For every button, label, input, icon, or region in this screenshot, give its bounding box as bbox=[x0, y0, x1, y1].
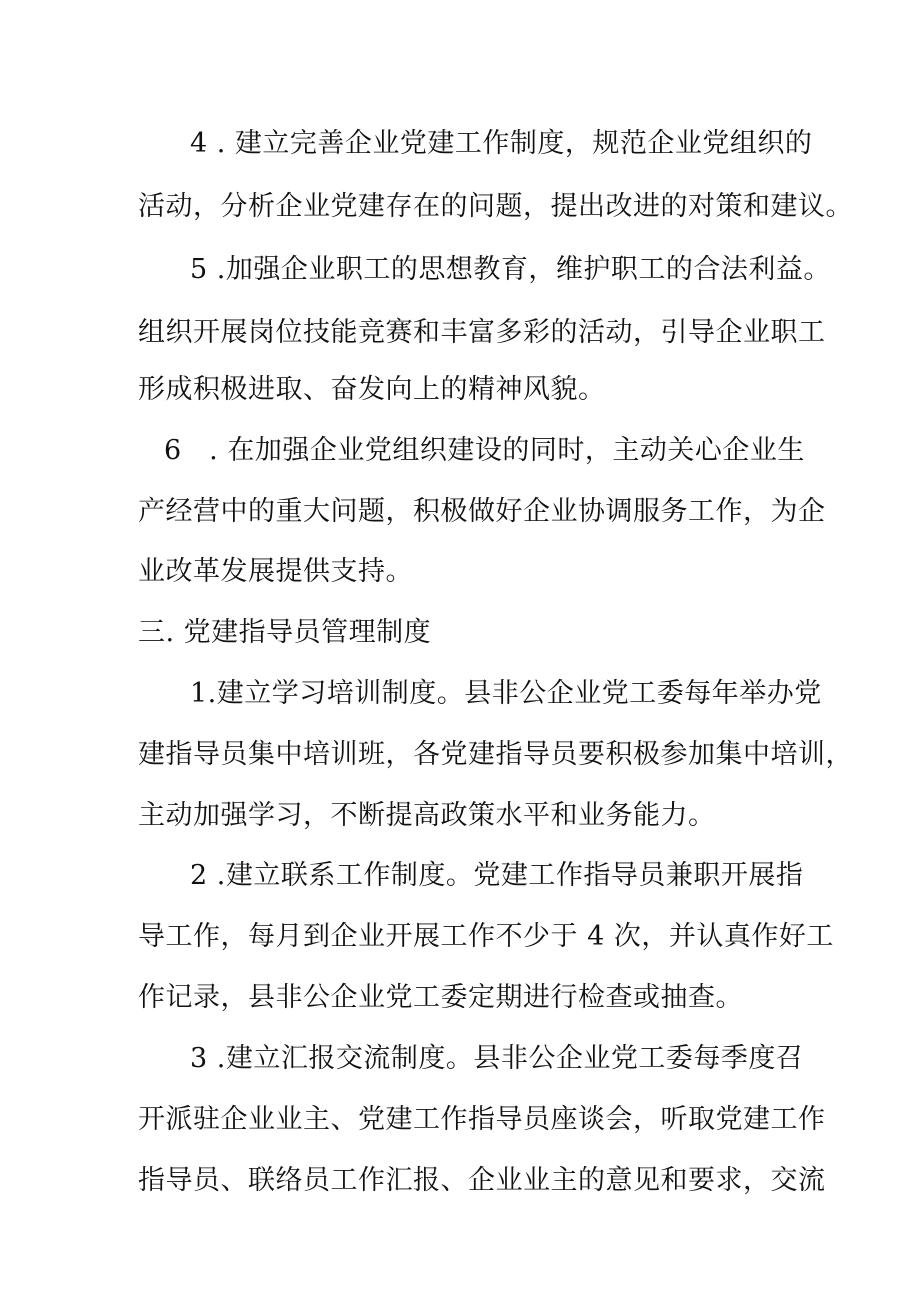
paragraph-line: 业改革发展提供支持。 bbox=[138, 556, 413, 587]
paragraph-line: 开派驻企业业主、党建工作指导员座谈会，听取党建工作 bbox=[138, 1104, 826, 1135]
paragraph-line: 产经营中的重大问题，积极做好企业协调服务工作，为企 bbox=[138, 496, 826, 527]
paragraph-line: 2 .建立联系工作制度。党建工作指导员兼职开展指 bbox=[190, 860, 804, 891]
paragraph-line: 5 .加强企业职工的思想教育，维护职工的合法利益。 bbox=[190, 254, 831, 285]
paragraph-line: 建指导员集中培训班，各党建指导员要积极参加集中培训， bbox=[138, 739, 853, 770]
paragraph-line: 导工作，每月到企业开展工作不少于 4 次，并认真作好工 bbox=[138, 921, 834, 952]
paragraph-line: 4 . 建立完善企业党建工作制度，规范企业党组织的 bbox=[190, 128, 813, 159]
paragraph-line: 6 . 在加强企业党组织建设的同时，主动关心企业生 bbox=[164, 435, 805, 466]
paragraph-line: 1.建立学习培训制度。县非公企业党工委每年举办党 bbox=[190, 678, 822, 709]
paragraph-line: 形成积极进取、奋发向上的精神风貌。 bbox=[138, 374, 606, 405]
paragraph-line: 指导员、联络员工作汇报、企业业主的意见和要求，交流 bbox=[138, 1165, 826, 1196]
paragraph-line: 活动，分析企业党建存在的问题，提出改进的对策和建议。 bbox=[138, 191, 853, 222]
paragraph-line: 组织开展岗位技能竞赛和丰富多彩的活动，引导企业职工 bbox=[138, 317, 826, 348]
paragraph-line: 3 .建立汇报交流制度。县非公企业党工委每季度召 bbox=[190, 1043, 804, 1074]
section-heading: 三. 党建指导员管理制度 bbox=[138, 617, 432, 648]
paragraph-line: 主动加强学习，不断提高政策水平和业务能力。 bbox=[138, 800, 716, 831]
paragraph-line: 作记录，县非公企业党工委定期进行检查或抽查。 bbox=[138, 982, 743, 1013]
